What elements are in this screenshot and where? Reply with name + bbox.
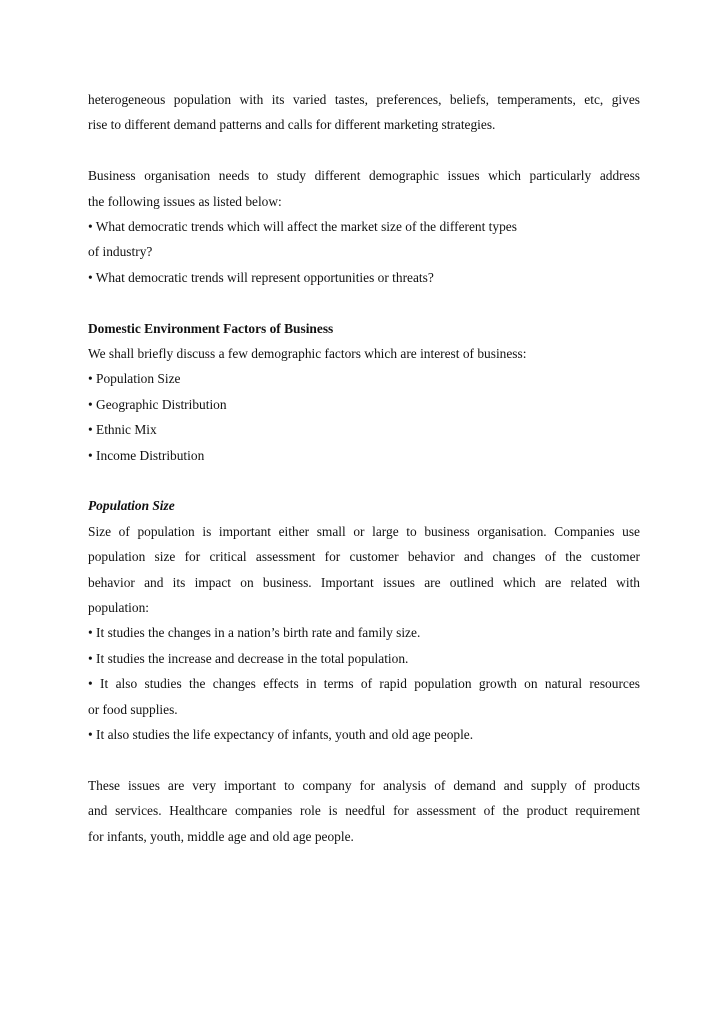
- paragraph-line: Business organisation needs to study different demographic issues which particularly address: [88, 168, 640, 184]
- bullet-item: • Ethnic Mix: [88, 422, 157, 438]
- paragraph-line: the following issues as listed below:: [88, 193, 282, 209]
- bullet-item: • Geographic Distribution: [88, 396, 227, 412]
- paragraph-line: population size for critical assessment for customer behavior and changes of the customer: [88, 549, 640, 565]
- paragraph-line: behavior and its impact on business. Important issues are outlined which are related with: [88, 574, 640, 590]
- paragraph-gap: [88, 138, 640, 163]
- bullet-item: • It studies the increase and decrease in the total population.: [88, 650, 409, 666]
- paragraph-gap: [88, 748, 640, 773]
- bullet-item: • It also studies the life expectancy of infants, youth and old age people.: [88, 727, 474, 743]
- paragraph-line: and services. Healthcare companies role is needful for assessment of the product requirement: [88, 803, 640, 819]
- bullet-item: • Population Size: [88, 371, 181, 387]
- paragraph-gap: [88, 468, 640, 493]
- paragraph-line: These issues are very important to company for analysis of demand and supply of products: [88, 777, 640, 793]
- paragraph-line: or food supplies.: [88, 701, 178, 717]
- paragraph-line: for infants, youth, middle age and old age people.: [88, 828, 354, 844]
- bullet-item: • What democratic trends which will affect the market size of the different types: [88, 219, 517, 235]
- paragraph-gap: [88, 290, 640, 315]
- paragraph-line: We shall briefly discuss a few demographic factors which are interest of business:: [88, 346, 527, 362]
- section-heading: Domestic Environment Factors of Business: [88, 320, 334, 336]
- bullet-item: • It also studies the changes effects in terms of rapid population growth on natural resources: [88, 676, 640, 692]
- paragraph-line: Size of population is important either small or large to business organisation. Companies use: [88, 523, 640, 539]
- bullet-item: • It studies the changes in a nation’s birth rate and family size.: [88, 625, 421, 641]
- bullet-item: • Income Distribution: [88, 447, 205, 463]
- bullet-item: • What democratic trends will represent opportunities or threats?: [88, 269, 434, 285]
- paragraph-line: population:: [88, 600, 149, 616]
- subsection-heading: Population Size: [88, 498, 175, 514]
- paragraph-line: heterogeneous population with its varied tastes, preferences, beliefs, temperaments, etc, gives: [88, 92, 640, 107]
- paragraph-line: rise to different demand patterns and calls for different marketing strategies.: [88, 117, 496, 133]
- paragraph-line: of industry?: [88, 244, 153, 260]
